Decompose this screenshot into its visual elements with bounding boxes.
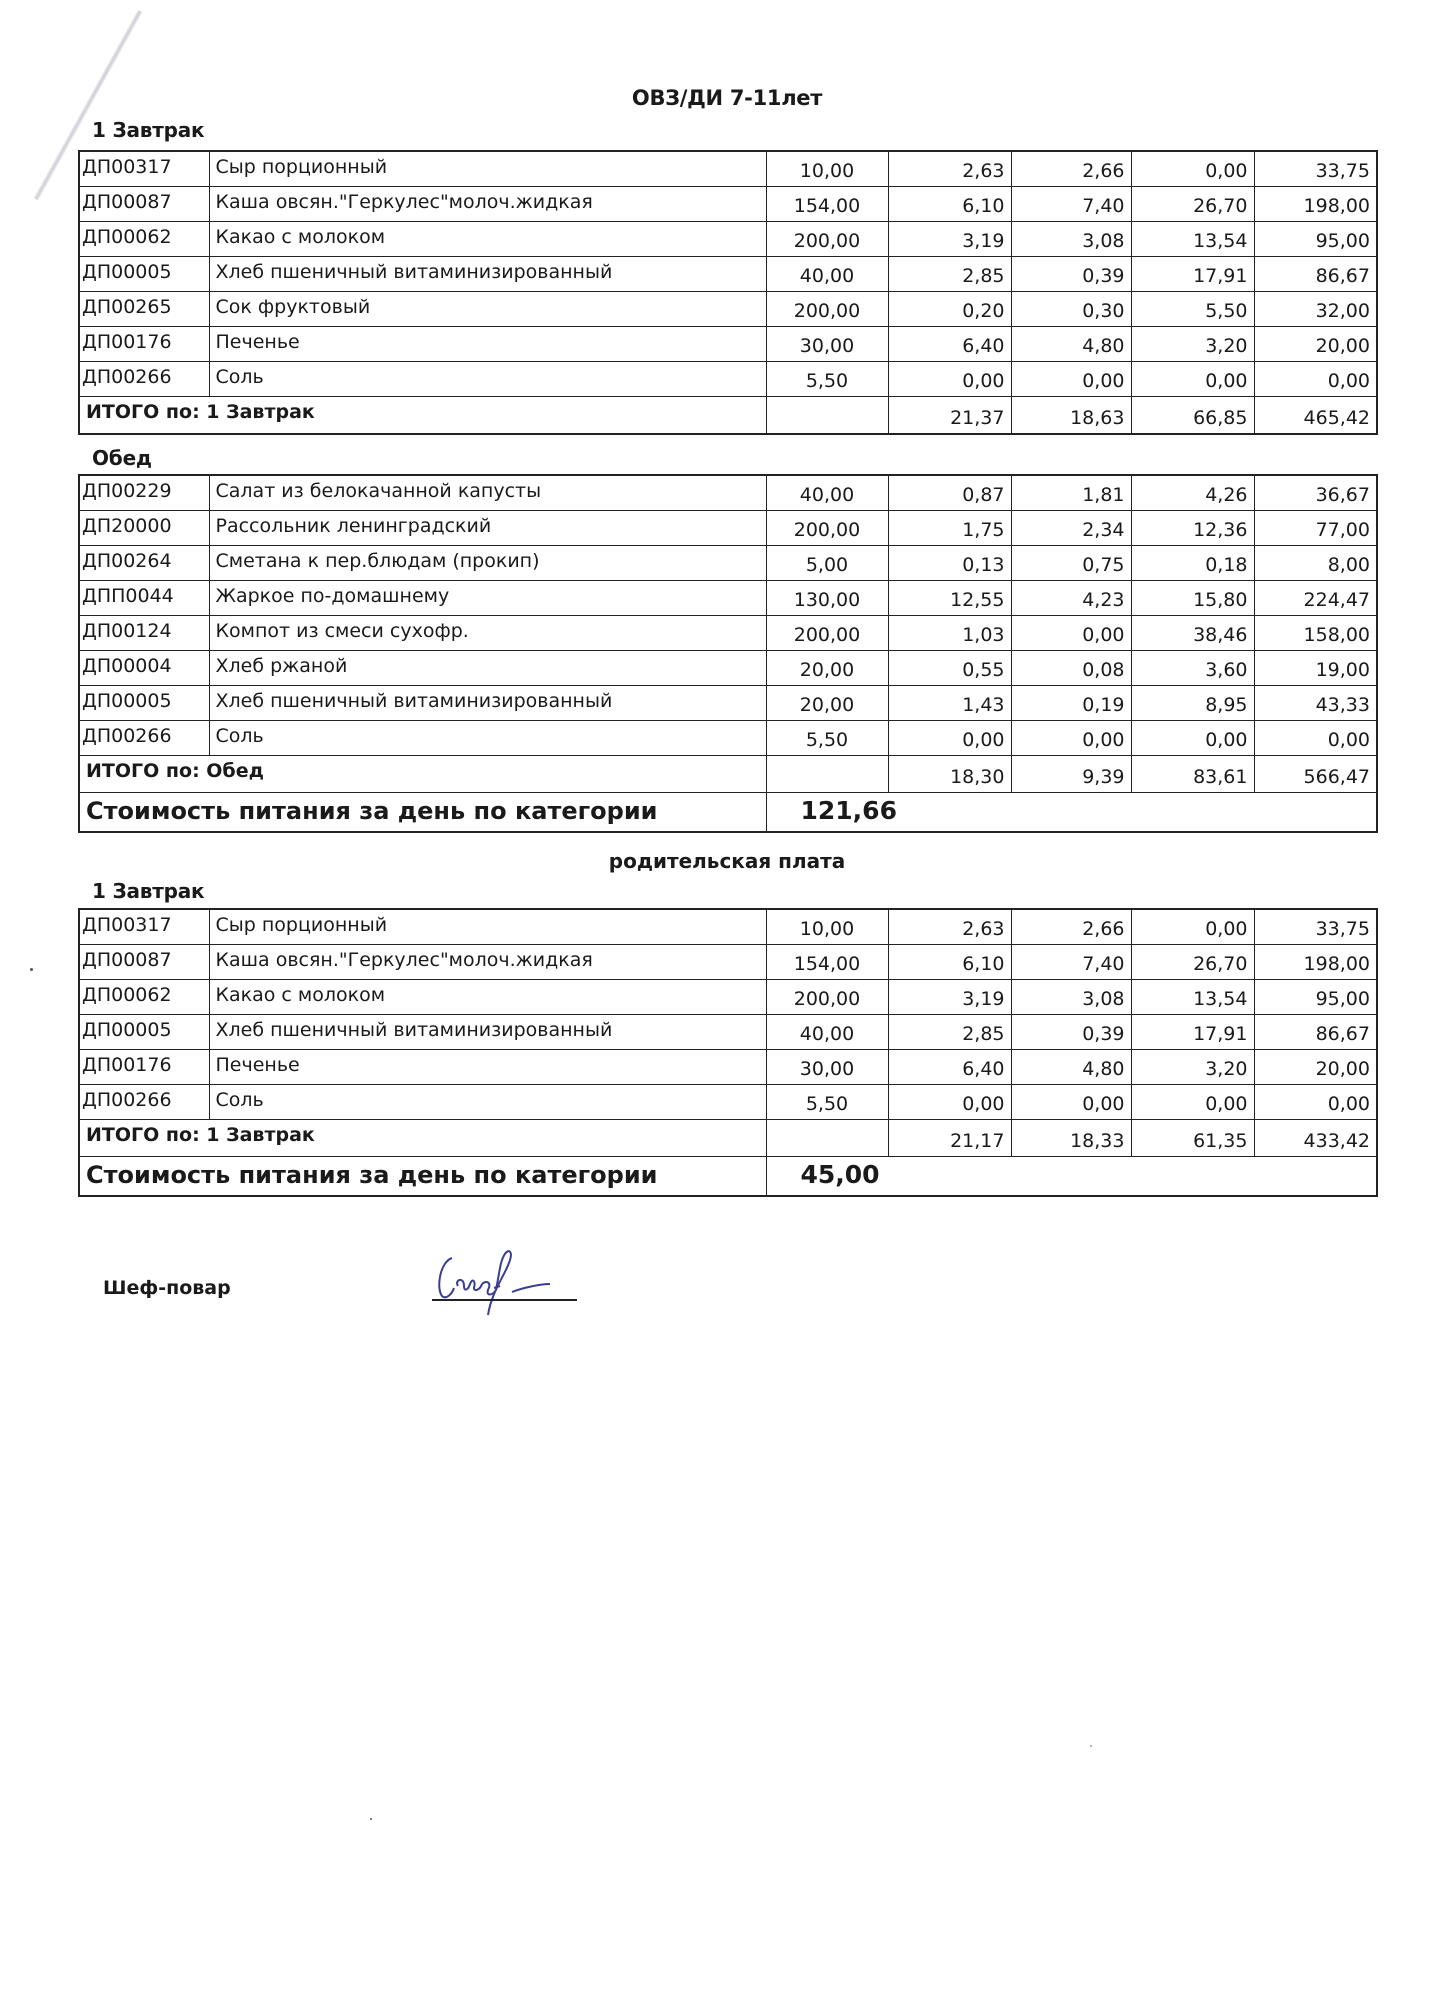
item-name: Компот из смеси сухофр. [209, 616, 766, 651]
table-row [79, 362, 1377, 397]
table-row [79, 475, 1377, 511]
item-name: Сок фруктовый [209, 292, 766, 327]
item-grams: 200,00 [766, 616, 888, 651]
table-row [79, 292, 1377, 327]
section-label-breakfast: 1 Завтрак [92, 118, 205, 142]
item-carbs: 17,91 [1131, 1015, 1254, 1050]
item-protein: 0,87 [888, 475, 1011, 511]
item-code: ДП00266 [79, 362, 209, 397]
daily-cost-row [79, 1157, 1377, 1197]
table-row [79, 616, 1377, 651]
item-grams: 154,00 [766, 945, 888, 980]
item-kcal: 32,00 [1254, 292, 1377, 327]
item-fat: 0,00 [1011, 721, 1131, 756]
item-kcal: 77,00 [1254, 511, 1377, 546]
item-code: ДП00005 [79, 1015, 209, 1050]
item-fat: 4,23 [1011, 581, 1131, 616]
item-name: Какао с молоком [209, 980, 766, 1015]
item-fat: 3,08 [1011, 980, 1131, 1015]
item-name: Жаркое по-домашнему [209, 581, 766, 616]
lunch-table [78, 474, 1378, 833]
item-name: Хлеб пшеничный витаминизированный [209, 1015, 766, 1050]
item-grams: 5,50 [766, 1085, 888, 1120]
item-name: Сметана к пер.блюдам (прокип) [209, 546, 766, 581]
item-code: ДП00317 [79, 151, 209, 187]
scan-speck [30, 968, 33, 971]
section-label-lunch: Обед [92, 446, 152, 470]
item-grams: 200,00 [766, 292, 888, 327]
item-code: ДП00229 [79, 475, 209, 511]
item-fat: 0,00 [1011, 362, 1131, 397]
total-label: ИТОГО по: Обед [79, 756, 766, 793]
item-protein: 0,55 [888, 651, 1011, 686]
item-kcal: 33,75 [1254, 909, 1377, 945]
item-protein: 6,10 [888, 187, 1011, 222]
item-kcal: 198,00 [1254, 945, 1377, 980]
item-name: Рассольник ленинградский [209, 511, 766, 546]
total-kcal: 433,42 [1254, 1120, 1377, 1157]
item-grams: 200,00 [766, 222, 888, 257]
item-carbs: 0,00 [1131, 362, 1254, 397]
item-kcal: 0,00 [1254, 1085, 1377, 1120]
breakfast-table [78, 150, 1378, 435]
item-protein: 3,19 [888, 980, 1011, 1015]
item-name: Сыр порционный [209, 909, 766, 945]
item-fat: 0,30 [1011, 292, 1131, 327]
total-kcal: 465,42 [1254, 397, 1377, 435]
item-protein: 2,85 [888, 257, 1011, 292]
item-kcal: 86,67 [1254, 257, 1377, 292]
total-grams-empty [766, 756, 888, 793]
item-protein: 2,63 [888, 909, 1011, 945]
item-fat: 0,39 [1011, 257, 1131, 292]
table-row [79, 945, 1377, 980]
table-row [79, 1085, 1377, 1120]
parent-fee-heading: родительская плата [608, 849, 846, 873]
item-code: ДПП0044 [79, 581, 209, 616]
item-code: ДП00087 [79, 945, 209, 980]
item-fat: 4,80 [1011, 327, 1131, 362]
item-kcal: 158,00 [1254, 616, 1377, 651]
item-protein: 2,85 [888, 1015, 1011, 1050]
item-protein: 2,63 [888, 151, 1011, 187]
table-row [79, 187, 1377, 222]
daily-cost-row [79, 793, 1377, 833]
item-protein: 0,00 [888, 362, 1011, 397]
item-kcal: 86,67 [1254, 1015, 1377, 1050]
item-fat: 4,80 [1011, 1050, 1131, 1085]
item-code: ДП00005 [79, 257, 209, 292]
daily-cost-label: Стоимость питания за день по категории [79, 1157, 766, 1197]
item-carbs: 3,20 [1131, 327, 1254, 362]
item-grams: 200,00 [766, 511, 888, 546]
item-protein: 0,00 [888, 721, 1011, 756]
daily-cost-label: Стоимость питания за день по категории [79, 793, 766, 833]
item-carbs: 17,91 [1131, 257, 1254, 292]
total-label: ИТОГО по: 1 Завтрак [79, 397, 766, 435]
item-code: ДП00264 [79, 546, 209, 581]
item-name: Хлеб ржаной [209, 651, 766, 686]
total-row [79, 1120, 1377, 1157]
item-carbs: 13,54 [1131, 222, 1254, 257]
total-carbs: 66,85 [1131, 397, 1254, 435]
item-kcal: 19,00 [1254, 651, 1377, 686]
scan-speck [1090, 1745, 1092, 1747]
total-fat: 18,33 [1011, 1120, 1131, 1157]
daily-cost-value: 45,00 [766, 1157, 1377, 1197]
item-fat: 0,39 [1011, 1015, 1131, 1050]
item-grams: 20,00 [766, 686, 888, 721]
table-row [79, 980, 1377, 1015]
table-row [79, 151, 1377, 187]
item-carbs: 3,60 [1131, 651, 1254, 686]
item-grams: 40,00 [766, 257, 888, 292]
item-fat: 1,81 [1011, 475, 1131, 511]
item-kcal: 95,00 [1254, 222, 1377, 257]
total-fat: 18,63 [1011, 397, 1131, 435]
total-row [79, 756, 1377, 793]
table-row [79, 546, 1377, 581]
item-name: Сыр порционный [209, 151, 766, 187]
item-grams: 200,00 [766, 980, 888, 1015]
item-carbs: 13,54 [1131, 980, 1254, 1015]
item-carbs: 5,50 [1131, 292, 1254, 327]
item-kcal: 0,00 [1254, 362, 1377, 397]
item-protein: 6,40 [888, 327, 1011, 362]
item-code: ДП00176 [79, 1050, 209, 1085]
total-label: ИТОГО по: 1 Завтрак [79, 1120, 766, 1157]
item-kcal: 33,75 [1254, 151, 1377, 187]
item-protein: 12,55 [888, 581, 1011, 616]
item-kcal: 8,00 [1254, 546, 1377, 581]
item-kcal: 224,47 [1254, 581, 1377, 616]
item-carbs: 4,26 [1131, 475, 1254, 511]
item-name: Хлеб пшеничный витаминизированный [209, 686, 766, 721]
item-fat: 2,34 [1011, 511, 1131, 546]
total-protein: 21,37 [888, 397, 1011, 435]
item-protein: 1,43 [888, 686, 1011, 721]
item-grams: 10,00 [766, 909, 888, 945]
item-protein: 0,20 [888, 292, 1011, 327]
item-grams: 20,00 [766, 651, 888, 686]
item-code: ДП00266 [79, 1085, 209, 1120]
item-protein: 1,75 [888, 511, 1011, 546]
item-code: ДП00266 [79, 721, 209, 756]
item-name: Каша овсян."Геркулес"молоч.жидкая [209, 187, 766, 222]
total-carbs: 83,61 [1131, 756, 1254, 793]
item-carbs: 26,70 [1131, 187, 1254, 222]
item-fat: 0,08 [1011, 651, 1131, 686]
item-fat: 0,00 [1011, 616, 1131, 651]
total-row [79, 397, 1377, 435]
item-name: Соль [209, 721, 766, 756]
item-grams: 154,00 [766, 187, 888, 222]
table-row [79, 721, 1377, 756]
item-carbs: 0,00 [1131, 721, 1254, 756]
item-carbs: 8,95 [1131, 686, 1254, 721]
item-name: Печенье [209, 1050, 766, 1085]
item-name: Печенье [209, 327, 766, 362]
total-protein: 18,30 [888, 756, 1011, 793]
table-row [79, 1015, 1377, 1050]
table-row [79, 511, 1377, 546]
item-fat: 2,66 [1011, 909, 1131, 945]
item-code: ДП00005 [79, 686, 209, 721]
item-code: ДП20000 [79, 511, 209, 546]
table-row [79, 327, 1377, 362]
item-carbs: 12,36 [1131, 511, 1254, 546]
item-fat: 0,75 [1011, 546, 1131, 581]
item-fat: 2,66 [1011, 151, 1131, 187]
total-protein: 21,17 [888, 1120, 1011, 1157]
item-code: ДП00087 [79, 187, 209, 222]
item-code: ДП00004 [79, 651, 209, 686]
document-title: ОВЗ/ДИ 7-11лет [631, 86, 823, 110]
table-row [79, 651, 1377, 686]
parent-fee-table [78, 908, 1378, 1197]
item-carbs: 26,70 [1131, 945, 1254, 980]
scan-speck [370, 1818, 372, 1820]
item-name: Хлеб пшеничный витаминизированный [209, 257, 766, 292]
item-grams: 40,00 [766, 1015, 888, 1050]
item-carbs: 0,00 [1131, 909, 1254, 945]
daily-cost-value: 121,66 [766, 793, 1377, 833]
item-code: ДП00062 [79, 222, 209, 257]
total-grams-empty [766, 397, 888, 435]
item-carbs: 38,46 [1131, 616, 1254, 651]
item-fat: 7,40 [1011, 945, 1131, 980]
item-protein: 0,13 [888, 546, 1011, 581]
item-carbs: 3,20 [1131, 1050, 1254, 1085]
total-kcal: 566,47 [1254, 756, 1377, 793]
item-grams: 5,00 [766, 546, 888, 581]
table-row [79, 909, 1377, 945]
item-grams: 10,00 [766, 151, 888, 187]
item-grams: 130,00 [766, 581, 888, 616]
item-name: Соль [209, 362, 766, 397]
item-fat: 7,40 [1011, 187, 1131, 222]
item-fat: 3,08 [1011, 222, 1131, 257]
item-name: Соль [209, 1085, 766, 1120]
item-protein: 6,40 [888, 1050, 1011, 1085]
item-carbs: 0,00 [1131, 151, 1254, 187]
total-carbs: 61,35 [1131, 1120, 1254, 1157]
item-protein: 3,19 [888, 222, 1011, 257]
total-grams-empty [766, 1120, 888, 1157]
total-fat: 9,39 [1011, 756, 1131, 793]
item-code: ДП00176 [79, 327, 209, 362]
item-grams: 30,00 [766, 1050, 888, 1085]
item-grams: 40,00 [766, 475, 888, 511]
item-kcal: 20,00 [1254, 1050, 1377, 1085]
item-code: ДП00317 [79, 909, 209, 945]
item-fat: 0,00 [1011, 1085, 1131, 1120]
item-carbs: 0,00 [1131, 1085, 1254, 1120]
item-kcal: 95,00 [1254, 980, 1377, 1015]
item-protein: 0,00 [888, 1085, 1011, 1120]
item-grams: 5,50 [766, 362, 888, 397]
item-kcal: 43,33 [1254, 686, 1377, 721]
table-row [79, 222, 1377, 257]
item-protein: 1,03 [888, 616, 1011, 651]
item-carbs: 15,80 [1131, 581, 1254, 616]
item-fat: 0,19 [1011, 686, 1131, 721]
item-kcal: 20,00 [1254, 327, 1377, 362]
item-name: Какао с молоком [209, 222, 766, 257]
table-row [79, 581, 1377, 616]
item-kcal: 0,00 [1254, 721, 1377, 756]
item-kcal: 36,67 [1254, 475, 1377, 511]
item-protein: 6,10 [888, 945, 1011, 980]
item-name: Каша овсян."Геркулес"молоч.жидкая [209, 945, 766, 980]
table-row [79, 686, 1377, 721]
chef-label: Шеф-повар [103, 1277, 231, 1299]
item-carbs: 0,18 [1131, 546, 1254, 581]
table-row [79, 1050, 1377, 1085]
item-grams: 30,00 [766, 327, 888, 362]
item-kcal: 198,00 [1254, 187, 1377, 222]
chef-signature [430, 1240, 580, 1320]
item-grams: 5,50 [766, 721, 888, 756]
item-code: ДП00265 [79, 292, 209, 327]
item-code: ДП00124 [79, 616, 209, 651]
section-label-parent-breakfast: 1 Завтрак [92, 879, 205, 903]
item-code: ДП00062 [79, 980, 209, 1015]
item-name: Салат из белокачанной капусты [209, 475, 766, 511]
table-row [79, 257, 1377, 292]
